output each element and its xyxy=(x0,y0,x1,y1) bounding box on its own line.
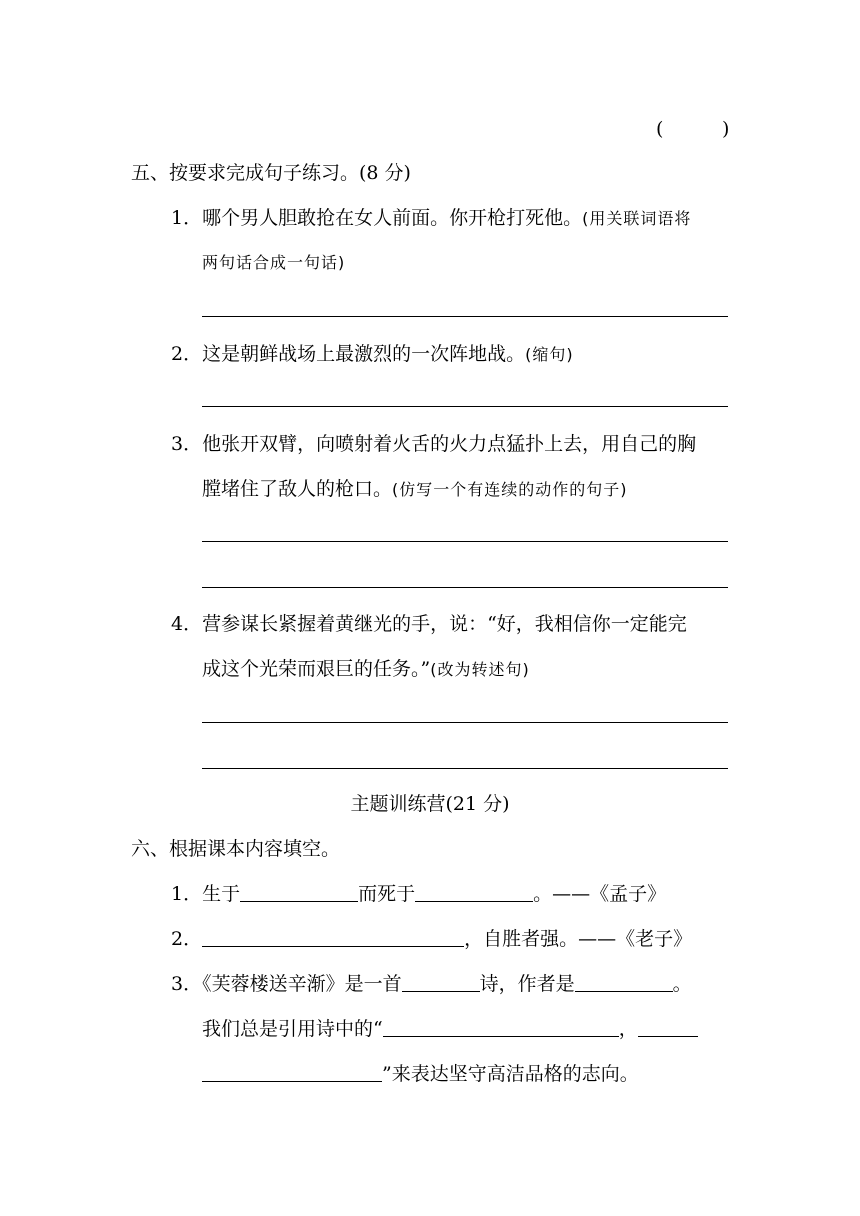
question-5-1-line2: 两句话合成一句话) xyxy=(202,253,346,272)
question-number: 1． xyxy=(171,883,203,905)
question-6-3-line3 xyxy=(202,1062,639,1086)
question-5-1-line1 xyxy=(171,206,691,231)
fill-blank[interactable] xyxy=(383,1018,619,1037)
question-5-3-line2 xyxy=(202,477,628,502)
fill-blank[interactable] xyxy=(202,1063,382,1082)
answer-bracket-open: ( xyxy=(656,118,664,140)
fill-blank[interactable] xyxy=(575,973,673,992)
question-number: 4． xyxy=(171,613,203,635)
fill-blank[interactable] xyxy=(402,973,480,992)
question-5-4-line2 xyxy=(202,657,530,682)
question-6-3-line1 xyxy=(171,972,692,996)
question-number: 2． xyxy=(171,343,203,365)
answer-line[interactable] xyxy=(202,316,728,317)
answer-line[interactable] xyxy=(202,541,728,542)
question-instruction: (改为转述句) xyxy=(430,660,530,679)
fill-blank[interactable] xyxy=(638,1018,698,1037)
question-text: 营参谋长紧握着黄继光的手，说：“好，我相信你一定能完 xyxy=(202,613,687,635)
question-instruction: (用关联词语将 xyxy=(582,209,692,228)
question-text: 诗，作者是 xyxy=(479,973,575,995)
question-instruction: (仿写一个有连续的动作的句子) xyxy=(392,480,628,499)
question-text: 《芙蓉楼送辛渐》是一首 xyxy=(202,973,402,995)
answer-line[interactable] xyxy=(202,406,728,407)
theme-title: 主题训练营(21 分) xyxy=(350,793,510,815)
question-text: 生于 xyxy=(202,883,241,905)
section-6-heading: 六、根据课本内容填空。 xyxy=(131,838,341,860)
answer-bracket-close: ) xyxy=(722,118,730,140)
question-text: ，自胜者强。——《老子》 xyxy=(464,928,693,950)
answer-line[interactable] xyxy=(202,722,728,723)
question-text: 哪个男人胆敢抢在女人前面。你开枪打死他。 xyxy=(202,207,583,229)
question-6-2 xyxy=(171,927,692,951)
question-text: 我们总是引用诗中的“ xyxy=(202,1018,383,1040)
question-6-1 xyxy=(171,882,666,906)
answer-line[interactable] xyxy=(202,587,728,588)
question-text: 膛堵住了敌人的枪口。 xyxy=(202,478,393,500)
question-5-2 xyxy=(171,342,574,367)
question-number: 3． xyxy=(171,973,203,995)
question-text: ”来表达坚守高洁品格的志向。 xyxy=(382,1063,639,1085)
question-text: 而死于 xyxy=(358,883,416,905)
question-text: 成这个光荣而艰巨的任务。” xyxy=(202,658,431,680)
question-number: 3． xyxy=(171,433,203,455)
question-text: 这是朝鲜战场上最激烈的一次阵地战。 xyxy=(202,343,526,365)
section-5-heading: 五、按要求完成句子练习。(8 分) xyxy=(131,162,411,184)
question-text: 他张开双臂，向喷射着火舌的火力点猛扑上去，用自己的胸 xyxy=(202,433,697,455)
question-6-3-line2 xyxy=(202,1017,698,1041)
question-instruction: (缩句) xyxy=(525,345,574,364)
question-number: 2． xyxy=(171,928,203,950)
question-text: ， xyxy=(618,1018,638,1040)
question-text: 。 xyxy=(672,973,692,995)
fill-blank[interactable] xyxy=(415,883,533,902)
fill-blank[interactable] xyxy=(202,928,464,947)
answer-line[interactable] xyxy=(202,768,728,769)
question-number: 1． xyxy=(171,207,203,229)
question-text: 。——《孟子》 xyxy=(533,883,667,905)
question-5-4-line1 xyxy=(171,612,687,636)
question-5-3-line1 xyxy=(171,432,696,456)
fill-blank[interactable] xyxy=(240,883,358,902)
